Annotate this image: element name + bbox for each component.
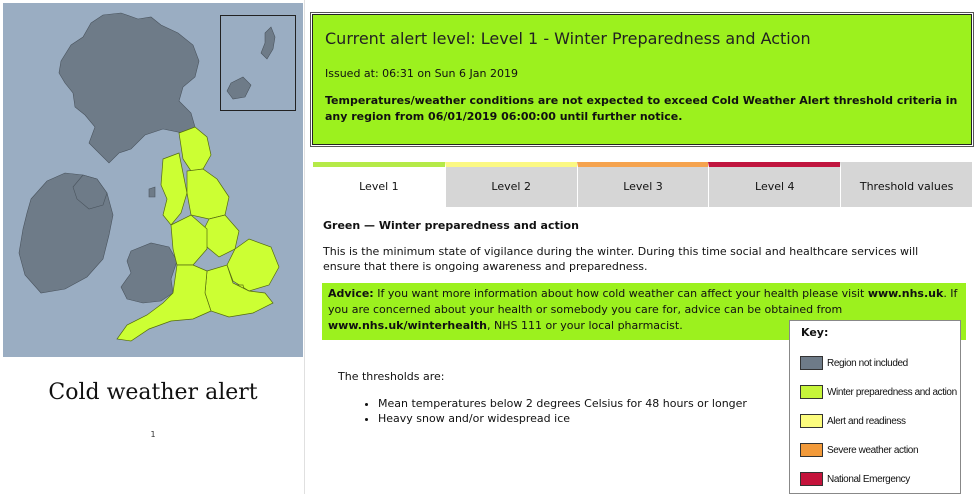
thresholds-list (378, 396, 747, 426)
uk-alert-map (3, 3, 303, 357)
key-label: Region not included (827, 357, 908, 369)
alert-description: Temperatures/weather conditions are not expected to exceed Cold Weather Alert threshold criteria in any region from 06/01/2019 06:00:00 until further notice. (325, 94, 958, 123)
region-scotland (59, 13, 199, 163)
issued-time: Issued at: 06:31 on Sun 6 Jan 2019 (325, 67, 518, 80)
key-swatch (800, 443, 823, 457)
alert-level-title: Current alert level: Level 1 - Winter Preparedness and Action (325, 29, 811, 48)
key-swatch (800, 356, 823, 370)
key-swatch (800, 472, 823, 486)
page-marker: 1 (150, 430, 156, 439)
tab-level-3[interactable]: Level 3 (577, 162, 709, 207)
key-swatch (800, 414, 823, 428)
region-yorkshire (187, 169, 229, 219)
inset-frame (220, 15, 296, 111)
key-item-alert-readiness (800, 413, 906, 429)
key-item-winter-preparedness (800, 384, 957, 400)
key-item-region-not-included (800, 355, 908, 371)
advice-label: Advice: (328, 287, 374, 300)
tab-level-1[interactable]: Level 1 (313, 162, 445, 207)
left-panel (0, 0, 305, 494)
threshold-item: • Mean temperatures below 2 degrees Celsius for 48 hours or longer (378, 396, 747, 411)
region-east-midlands (203, 215, 239, 257)
level-description: This is the minimum state of vigilance during the winter. During this time social and healthcare services will ensure that there is ongoing awareness and preparedness. (323, 245, 919, 273)
tab-level-4[interactable]: Level 4 (708, 162, 840, 207)
key-item-national-emergency (800, 471, 910, 487)
region-north-west (161, 153, 187, 225)
key-item-severe-weather (800, 442, 918, 458)
thresholds-label: The thresholds are: (338, 370, 445, 383)
alert-banner (312, 14, 972, 145)
key-label: Alert and readiness (827, 415, 906, 427)
tab-level-2[interactable]: Level 2 (445, 162, 577, 207)
region-wales (121, 243, 177, 303)
map-key (789, 320, 961, 494)
alert-panel (306, 0, 975, 494)
nhs-link[interactable]: www.nhs.uk (867, 287, 944, 300)
level-heading: Green — Winter preparedness and action (323, 219, 579, 232)
key-label: National Emergency (827, 473, 910, 485)
level-tabs (313, 162, 972, 207)
key-title: Key: (801, 326, 829, 339)
region-west-midlands (171, 215, 207, 265)
key-label: Severe weather action (827, 444, 919, 456)
key-label: Winter preparedness and action (827, 386, 957, 398)
threshold-item: • Heavy snow and/or widespread ice (378, 411, 747, 426)
advice-text-3: , NHS 111 or your local pharmacist. (487, 319, 683, 332)
region-isle-of-man (149, 187, 155, 197)
tab-threshold-values[interactable]: Threshold values (840, 162, 972, 207)
region-north-east (179, 127, 211, 171)
advice-text-1: If you want more information about how cold weather can affect your health please visit (373, 287, 868, 300)
winterhealth-link[interactable]: www.nhs.uk/winterhealth (328, 319, 487, 332)
left-title: Cold weather alert (48, 380, 258, 405)
advice-text-2: . If you are concerned about your health or somebody you care for, advice can be obtained from (328, 287, 958, 316)
key-swatch (800, 385, 823, 399)
